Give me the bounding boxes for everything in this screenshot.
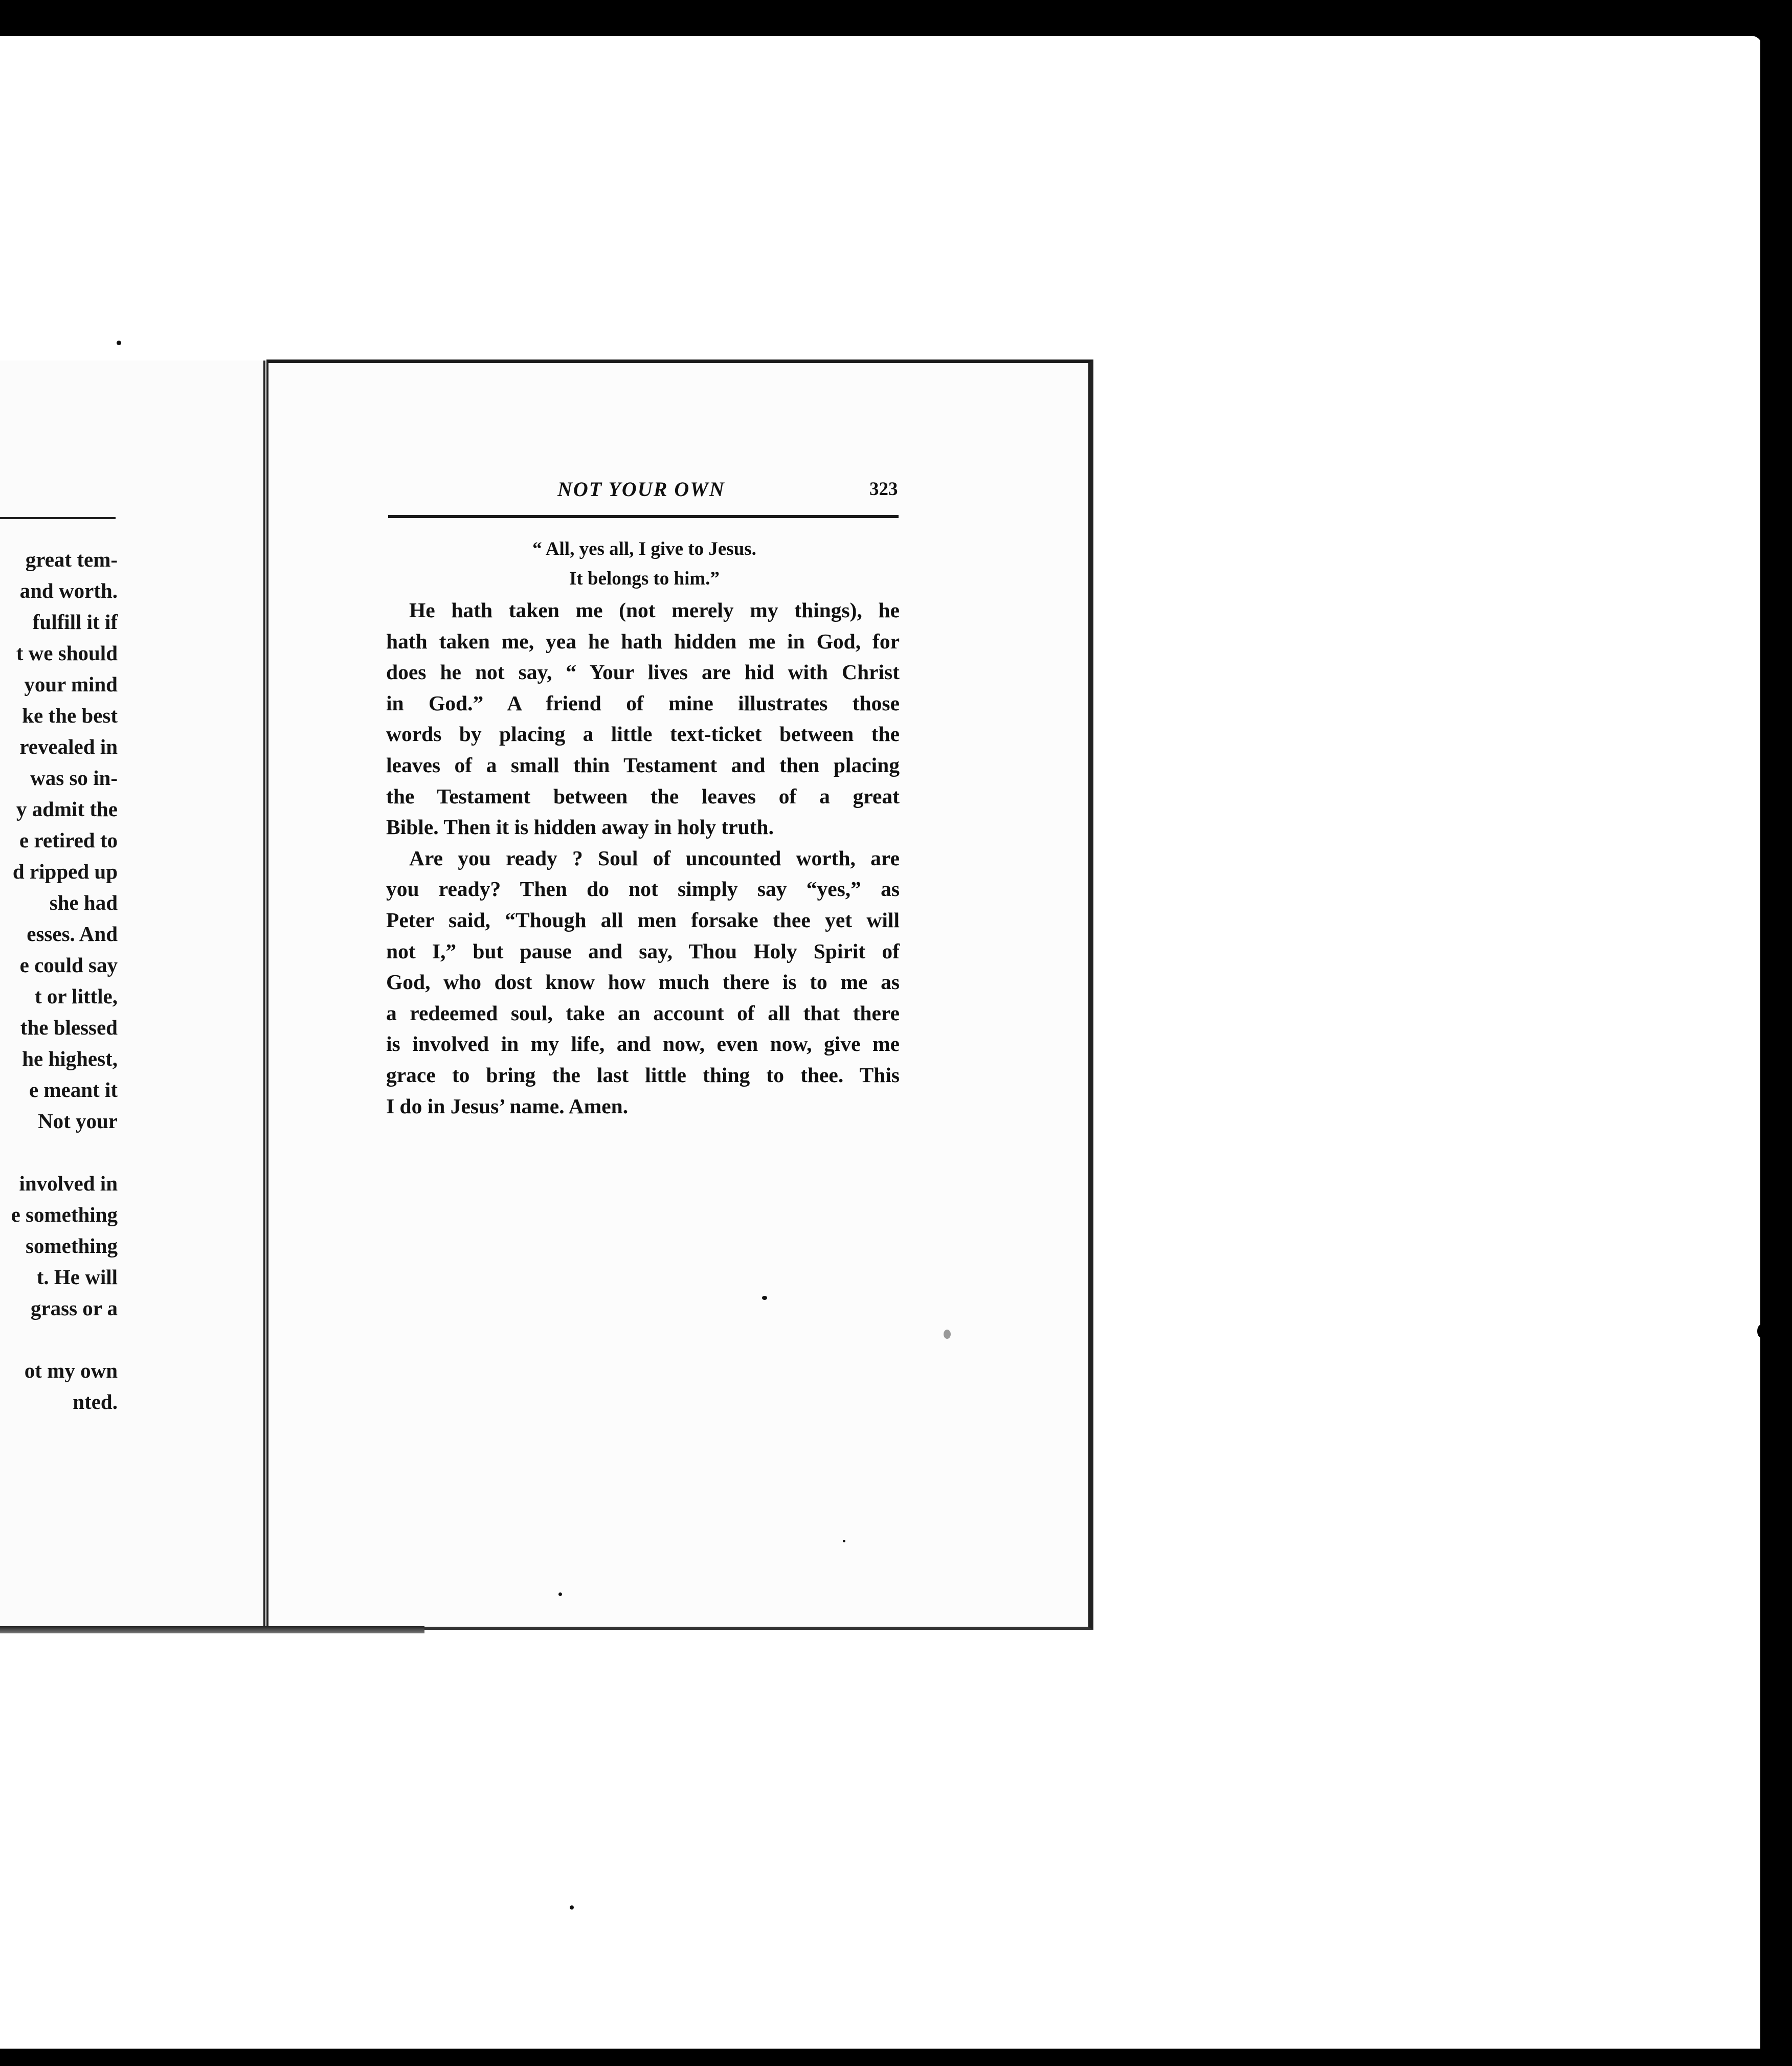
- scan-speck: [558, 1592, 562, 1596]
- running-head: NOT YOUR OWN: [557, 478, 725, 501]
- text-line: in God.” A friend of mine illustrates those: [386, 691, 900, 715]
- paragraph-2: [386, 843, 900, 1121]
- text-line: you ready? Then do not simply say “yes,” as: [386, 877, 900, 901]
- scan-edge: [1760, 36, 1769, 2049]
- paragraph-1: [386, 595, 900, 843]
- text-line: grace to bring the last little thing to thee. This: [386, 1063, 900, 1087]
- text-line: Bible. Then it is hidden away in holy truth.: [386, 815, 774, 839]
- left-page-line: nted.: [73, 1390, 118, 1413]
- left-page-line: was so in-: [30, 766, 118, 790]
- scan-speck: [1757, 1324, 1765, 1338]
- left-page-text: [0, 544, 118, 1418]
- left-page-line: great tem-: [25, 548, 118, 571]
- left-page-line: revealed in: [19, 735, 118, 758]
- left-page-line: Not your: [37, 1109, 118, 1133]
- text-line: God, who dost know how much there is to me as: [386, 970, 900, 994]
- left-page-line: e something: [11, 1203, 118, 1226]
- left-page-line: e could say: [19, 953, 118, 977]
- text-line: hath taken me, yea he hath hidden me in God, for: [386, 629, 900, 653]
- left-page-line: involved in: [19, 1172, 118, 1195]
- scan-speck: [762, 1296, 767, 1300]
- book-binding-shadow: [0, 1626, 424, 1633]
- text-line: leaves of a small thin Testament and then placing: [386, 753, 900, 777]
- scan-speck: [570, 1905, 574, 1910]
- left-page-line: t or little,: [34, 984, 118, 1008]
- left-page-line: she had: [49, 891, 118, 914]
- left-page-line: the blessed: [20, 1016, 118, 1039]
- scan-speck: [944, 1330, 951, 1339]
- text-line: He hath taken me (not merely my things), he: [409, 598, 900, 622]
- left-page-line: d ripped up: [12, 860, 118, 883]
- body-text: [386, 595, 900, 1121]
- scan-speck: [843, 1540, 845, 1542]
- verse-line: It belongs to him.”: [569, 568, 720, 589]
- left-page-line: e meant it: [29, 1078, 118, 1102]
- text-line: a redeemed soul, take an account of all that there: [386, 1001, 900, 1025]
- verse-quote: [435, 534, 854, 594]
- left-page-line: fulfill it if: [32, 610, 118, 634]
- left-page-line: something: [26, 1234, 118, 1257]
- left-page-line: t. He will: [36, 1265, 118, 1289]
- text-line: the Testament between the leaves of a great: [386, 784, 900, 808]
- page-number: 323: [869, 479, 898, 500]
- left-page-line: t we should: [16, 641, 118, 665]
- left-page-line: esses. And: [27, 922, 118, 946]
- left-page-rule: [0, 517, 116, 519]
- verse-line: “ All, yes all, I give to Jesus.: [532, 538, 756, 559]
- left-page-line: e retired to: [19, 828, 118, 852]
- scan-speck: [117, 341, 121, 345]
- header-rule: [388, 515, 899, 518]
- text-line: I do in Jesus’ name. Amen.: [386, 1094, 629, 1118]
- left-page-line: grass or a: [30, 1296, 118, 1320]
- text-line: not I,” but pause and say, Thou Holy Spirit of: [386, 939, 900, 963]
- left-page-line: your mind: [24, 672, 118, 696]
- left-page-line: he highest,: [22, 1047, 118, 1070]
- text-line: is involved in my life, and now, even now, give me: [386, 1032, 900, 1056]
- text-line: Peter said, “Though all men forsake thee yet will: [386, 908, 900, 932]
- left-page-line: y admit the: [16, 797, 118, 821]
- left-page-line: and worth.: [19, 579, 118, 602]
- left-page-line: ot my own: [24, 1359, 118, 1382]
- left-page-line: [0, 1137, 118, 1168]
- text-line: words by placing a little text-ticket between the: [386, 722, 900, 746]
- left-page-line: ke the best: [22, 704, 118, 727]
- text-line: Are you ready ? Soul of uncounted worth, are: [409, 846, 900, 870]
- left-page-line: [0, 1324, 118, 1355]
- text-line: does he not say, “ Your lives are hid with Christ: [386, 660, 900, 684]
